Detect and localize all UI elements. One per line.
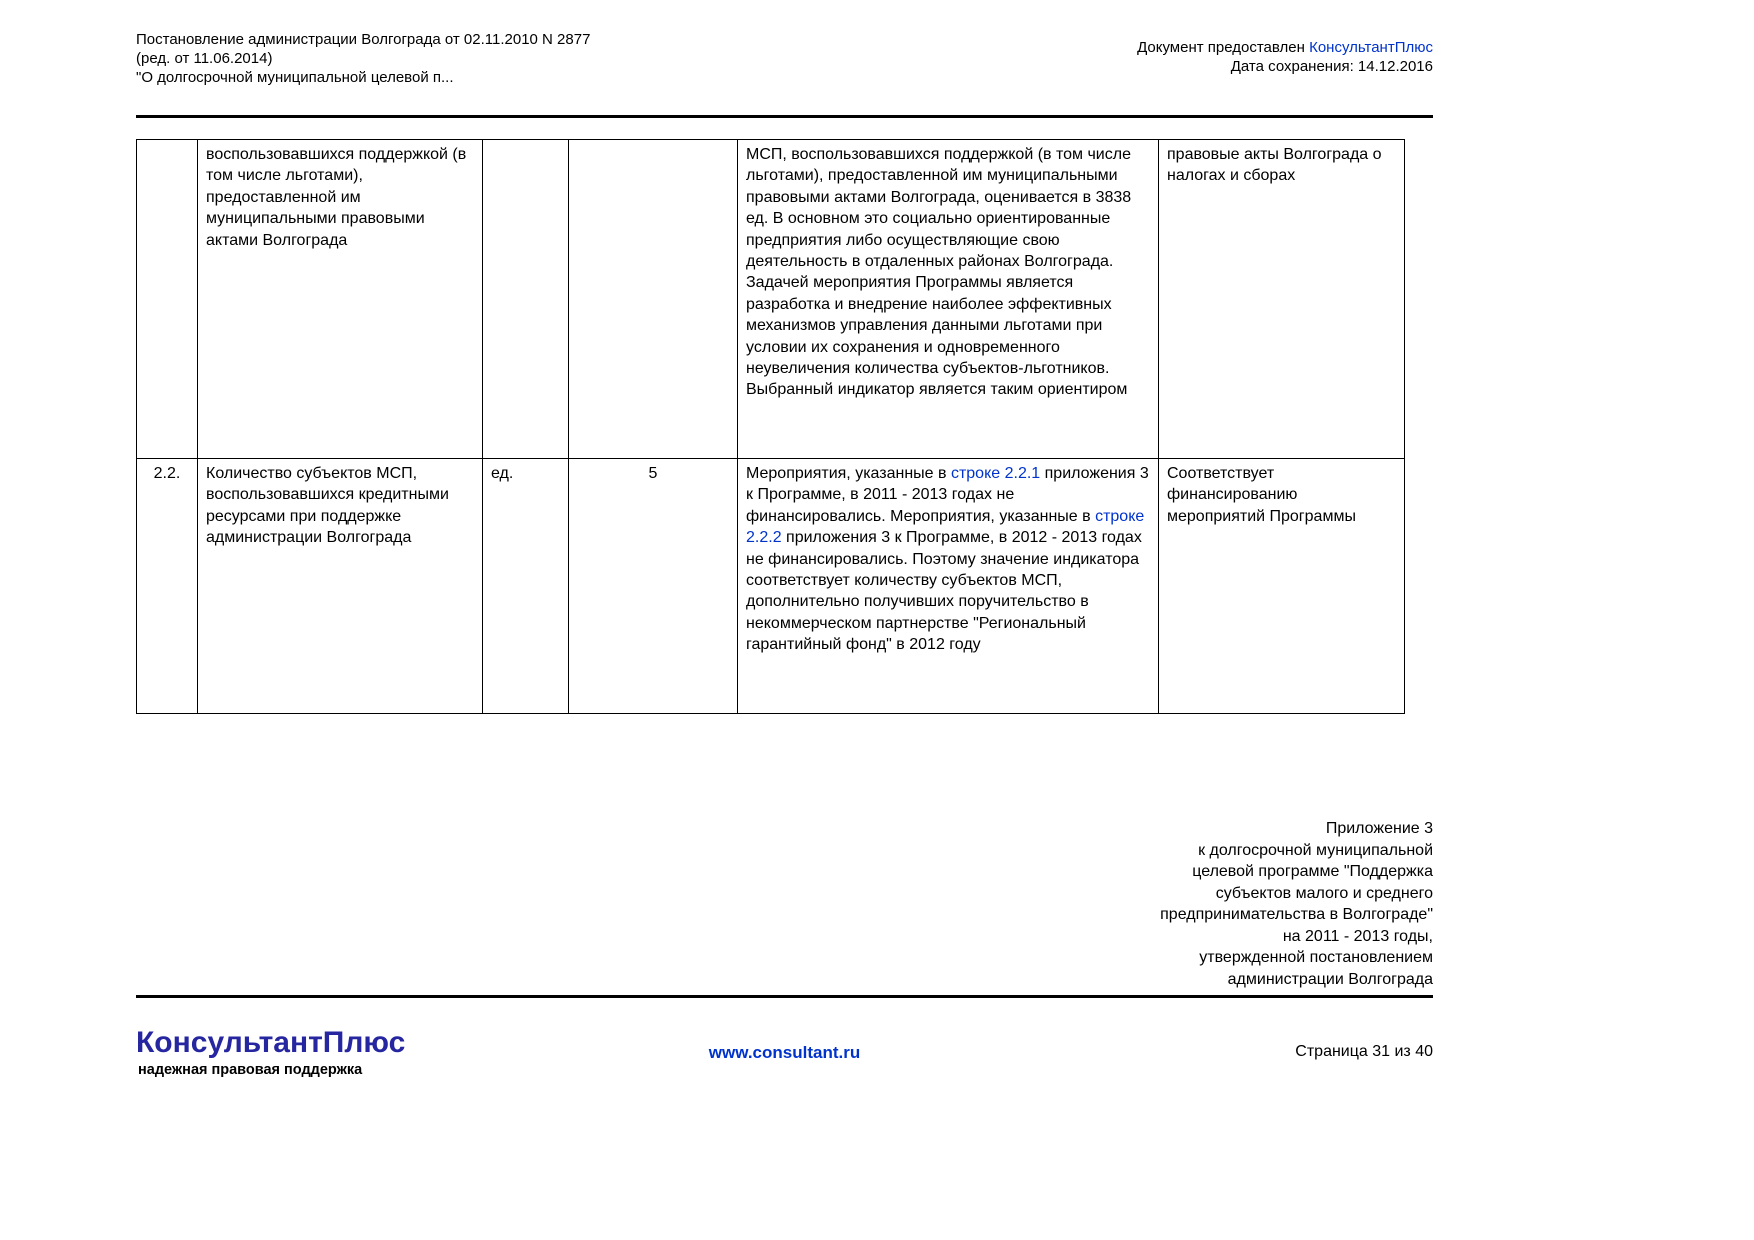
cell-row-number: 2.2. (137, 459, 198, 714)
description-text: приложения 3 к Программе, в 2012 - 2013 годах не финансировались. Поэтому значение индикатора соответствует количеству субъектов МСП, дополнительно получивших поручительство в некоммерческом партнерстве "Региональный гарантийный фонд" в 2012 году (746, 529, 1142, 654)
cell-description (738, 459, 1159, 714)
provided-by-line (1137, 38, 1433, 57)
cell-description: МСП, воспользовавшихся поддержкой (в том числе льготами), предоставленной им муниципальными правовыми актами Волгограда, оценивается в 3838 ед. В основном это социально ориентированные предприятия либо осуществляющие свою деятельность в отдаленных районах Волгограда. Задачей мероприятия Программы является разработка и внедрение наиболее эффективных механизмов управления данными льготами при условии их сохранения и одновременного неувеличения количества субъектов-льготников. Выбранный индикатор является таким ориентиром (738, 140, 1159, 459)
provider-header (1137, 38, 1433, 76)
cell-note: правовые акты Волгограда о налогах и сборах (1159, 140, 1405, 459)
document-title-line-3: "О долгосрочной муниципальной целевой п... (136, 69, 454, 86)
logo-slogan: надежная правовая поддержка (138, 1062, 363, 1078)
cell-unit (483, 140, 569, 459)
description-text: Мероприятия, указанные в (746, 465, 951, 482)
description-text: приложения 3 к Программе, в 2011 - 2013 годах не финансировались. Мероприятия, указанные в (746, 465, 1149, 525)
appendix-line: утвержденной постановлением (1199, 949, 1433, 966)
appendix-line: администрации Волгограда (1227, 970, 1433, 988)
document-header (136, 30, 590, 87)
appendix-line: предпринимательства в Волгограде" (1160, 906, 1433, 923)
appendix-line: на 2011 - 2013 годы, (1282, 927, 1433, 945)
indicators-table (136, 139, 1405, 714)
table-row (137, 459, 1405, 714)
cell-value: 5 (569, 459, 738, 714)
cell-note: Соответствует финансированию мероприятий Программы (1159, 459, 1405, 714)
provided-by-text: Документ предоставлен (1137, 39, 1310, 56)
cell-indicator-name: Количество субъектов МСП, воспользовавшихся кредитными ресурсами при поддержке администрации Волгограда (198, 459, 483, 714)
consultant-site-link[interactable]: www.consultant.ru (708, 1043, 861, 1062)
document-title-line-1: Постановление администрации Волгограда от 02.11.2010 N 2877 (136, 31, 591, 48)
cell-row-number (137, 140, 198, 459)
appendix-line: Приложение 3 (1325, 820, 1433, 837)
link-stroka-2-2-2[interactable]: строке 2.2.2 (746, 507, 1145, 547)
document-title-line-2: (ред. от 11.06.2014) (136, 50, 273, 67)
table-row (137, 140, 1405, 459)
appendix-line: к долгосрочной муниципальной (1198, 841, 1433, 859)
top-divider (136, 115, 1433, 118)
page-number: Страница 31 из 40 (1295, 1043, 1433, 1060)
footer-site-link-wrap (136, 1043, 1433, 1063)
appendix-line: субъектов малого и среднего (1215, 884, 1433, 902)
appendix-line: целевой программе "Поддержка (1192, 863, 1433, 880)
cell-indicator-name: воспользовавшихся поддержкой (в том числе льготами), предоставленной им муниципальными правовыми актами Волгограда (198, 140, 483, 459)
consultantplus-logo: КонсультантПлюс (136, 1026, 406, 1059)
save-date: Дата сохранения: 14.12.2016 (1230, 58, 1433, 75)
appendix-heading (1160, 818, 1433, 990)
consultantplus-link[interactable]: КонсультантПлюс (1309, 39, 1433, 56)
cell-value (569, 140, 738, 459)
link-stroka-2-2-1[interactable]: строке 2.2.1 (950, 465, 1041, 482)
cell-unit: ед. (483, 459, 569, 714)
bottom-divider (136, 995, 1433, 998)
